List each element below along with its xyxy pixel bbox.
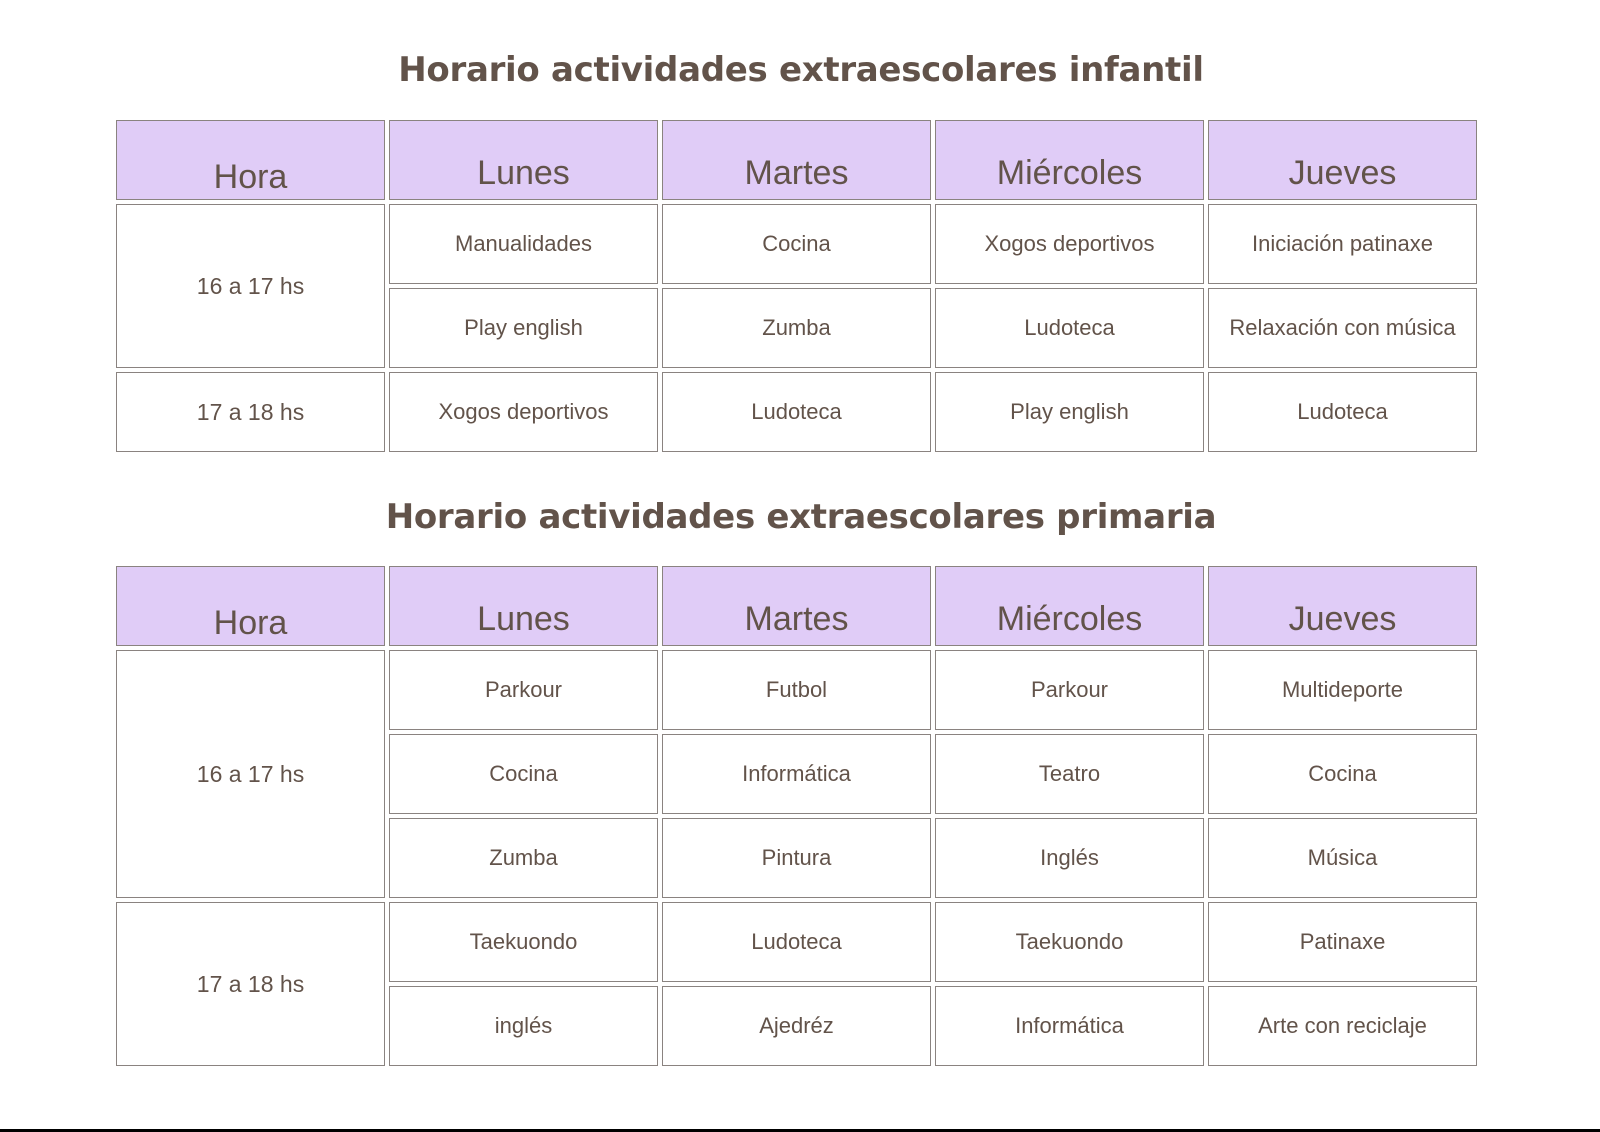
hour-cell: 16 a 17 hs bbox=[116, 650, 385, 898]
header-miercoles: Miércoles bbox=[935, 120, 1204, 200]
header-hora: Hora bbox=[116, 120, 385, 200]
header-lunes: Lunes bbox=[389, 566, 658, 646]
activity-cell: Ludoteca bbox=[935, 288, 1204, 368]
activity-cell: Futbol bbox=[662, 650, 931, 730]
activity-cell: Informática bbox=[935, 986, 1204, 1066]
table-row bbox=[116, 204, 1477, 284]
activity-cell: Parkour bbox=[935, 650, 1204, 730]
header-hora: Hora bbox=[116, 566, 385, 646]
activity-cell: Zumba bbox=[389, 818, 658, 898]
hour-cell: 17 a 18 hs bbox=[116, 372, 385, 452]
activity-cell: Ajedréz bbox=[662, 986, 931, 1066]
table-row bbox=[116, 902, 1477, 982]
activity-cell: Cocina bbox=[1208, 734, 1477, 814]
activity-cell: Inglés bbox=[935, 818, 1204, 898]
header-row bbox=[116, 566, 1477, 646]
activity-cell: Ludoteca bbox=[662, 372, 931, 452]
header-row bbox=[116, 120, 1477, 200]
schedule-table-infantil bbox=[112, 116, 1481, 456]
activity-cell: Música bbox=[1208, 818, 1477, 898]
activity-cell: Ludoteca bbox=[662, 902, 931, 982]
title-primaria: Horario actividades extraescolares primaria bbox=[385, 497, 1217, 537]
header-jueves: Jueves bbox=[1208, 566, 1477, 646]
activity-cell: Cocina bbox=[662, 204, 931, 284]
activity-cell: Zumba bbox=[662, 288, 931, 368]
activity-cell: Play english bbox=[389, 288, 658, 368]
activity-cell: Ludoteca bbox=[1208, 372, 1477, 452]
activity-cell: Patinaxe bbox=[1208, 902, 1477, 982]
hour-cell: 17 a 18 hs bbox=[116, 902, 385, 1066]
activity-cell: Manualidades bbox=[389, 204, 658, 284]
table-row bbox=[116, 372, 1477, 452]
activity-cell: Multideporte bbox=[1208, 650, 1477, 730]
activity-cell: inglés bbox=[389, 986, 658, 1066]
activity-cell: Xogos deportivos bbox=[389, 372, 658, 452]
activity-cell: Arte con reciclaje bbox=[1208, 986, 1477, 1066]
activity-cell: Relaxación con música bbox=[1208, 288, 1477, 368]
schedule-table-primaria bbox=[112, 562, 1481, 1070]
activity-cell: Teatro bbox=[935, 734, 1204, 814]
activity-cell: Cocina bbox=[389, 734, 658, 814]
title-infantil: Horario actividades extraescolares infantil bbox=[398, 50, 1204, 90]
activity-cell: Parkour bbox=[389, 650, 658, 730]
activity-cell: Taekuondo bbox=[935, 902, 1204, 982]
header-lunes: Lunes bbox=[389, 120, 658, 200]
header-miercoles: Miércoles bbox=[935, 566, 1204, 646]
header-martes: Martes bbox=[662, 120, 931, 200]
activity-cell: Iniciación patinaxe bbox=[1208, 204, 1477, 284]
activity-cell: Pintura bbox=[662, 818, 931, 898]
activity-cell: Taekuondo bbox=[389, 902, 658, 982]
activity-cell: Xogos deportivos bbox=[935, 204, 1204, 284]
header-jueves: Jueves bbox=[1208, 120, 1477, 200]
activity-cell: Play english bbox=[935, 372, 1204, 452]
hour-cell: 16 a 17 hs bbox=[116, 204, 385, 368]
header-martes: Martes bbox=[662, 566, 931, 646]
activity-cell: Informática bbox=[662, 734, 931, 814]
table-row bbox=[116, 650, 1477, 730]
